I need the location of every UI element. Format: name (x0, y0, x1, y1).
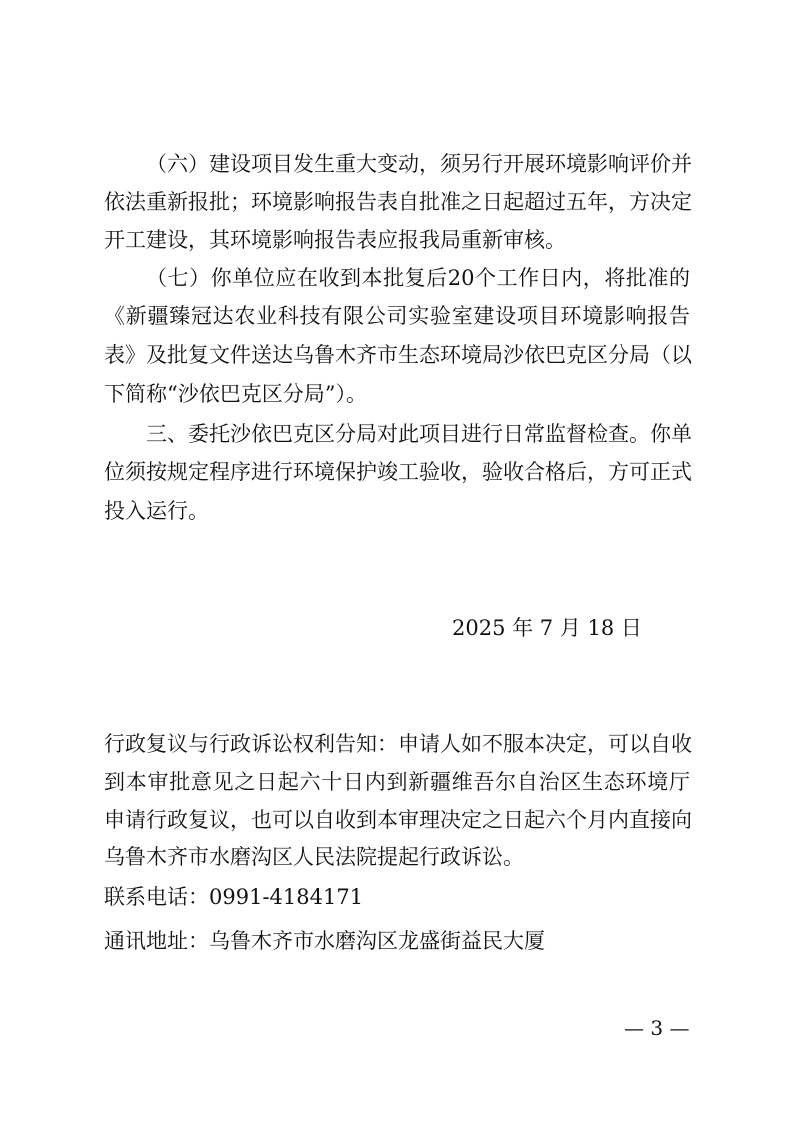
rights-notice-line-4: 乌鲁木齐市水磨沟区人民法院提起行政诉讼。 (104, 845, 524, 869)
paragraph-seven-line-2: 《新疆臻冠达农业科技有限公司实验室建设项目环境影响报告 (104, 304, 690, 328)
paragraph-seven-line-4: 下简称“沙依巴克区分局”）。 (104, 382, 367, 406)
rights-notice-line-2: 到本审批意见之日起六十日内到新疆维吾尔自治区生态环境厅 (104, 770, 690, 794)
paragraph-seven-line-1: （七）你单位应在收到本批复后20个工作日内，将批准的 (146, 266, 690, 290)
paragraph-three-line-1: 三、委托沙依巴克区分局对此项目进行日常监督检查。你单 (146, 422, 692, 446)
paragraph-three-line-2: 位须按规定程序进行环境保护竣工验收，验收合格后，方可正式 (104, 460, 692, 484)
rights-notice-line-3: 申请行政复议，也可以自收到本审理决定之日起六个月内直接向 (104, 808, 692, 832)
contact-address: 通讯地址：乌鲁木齐市水磨沟区龙盛街益民大厦 (104, 929, 545, 953)
paragraph-three-line-3: 投入运行。 (104, 499, 209, 523)
paragraph-seven-line-3: 表》及批复文件送达乌鲁木齐市生态环境局沙依巴克区分局（以 (104, 343, 692, 367)
rights-notice-line-1: 行政复议与行政诉讼权利告知：申请人如不服本决定，可以自收 (104, 732, 692, 756)
contact-phone: 联系电话：0991-4184171 (104, 885, 364, 909)
issue-date: 2025 年 7 月 18 日 (452, 616, 642, 640)
paragraph-six-line-2: 依法重新报批；环境影响报告表自批准之日起超过五年，方决定 (104, 190, 692, 214)
paragraph-six-line-1: （六）建设项目发生重大变动，须另行开展环境影响评价并 (146, 152, 692, 176)
page-number: — 3 — (624, 1016, 690, 1040)
paragraph-six-line-3: 开工建设，其环境影响报告表应报我局重新审核。 (104, 228, 566, 252)
